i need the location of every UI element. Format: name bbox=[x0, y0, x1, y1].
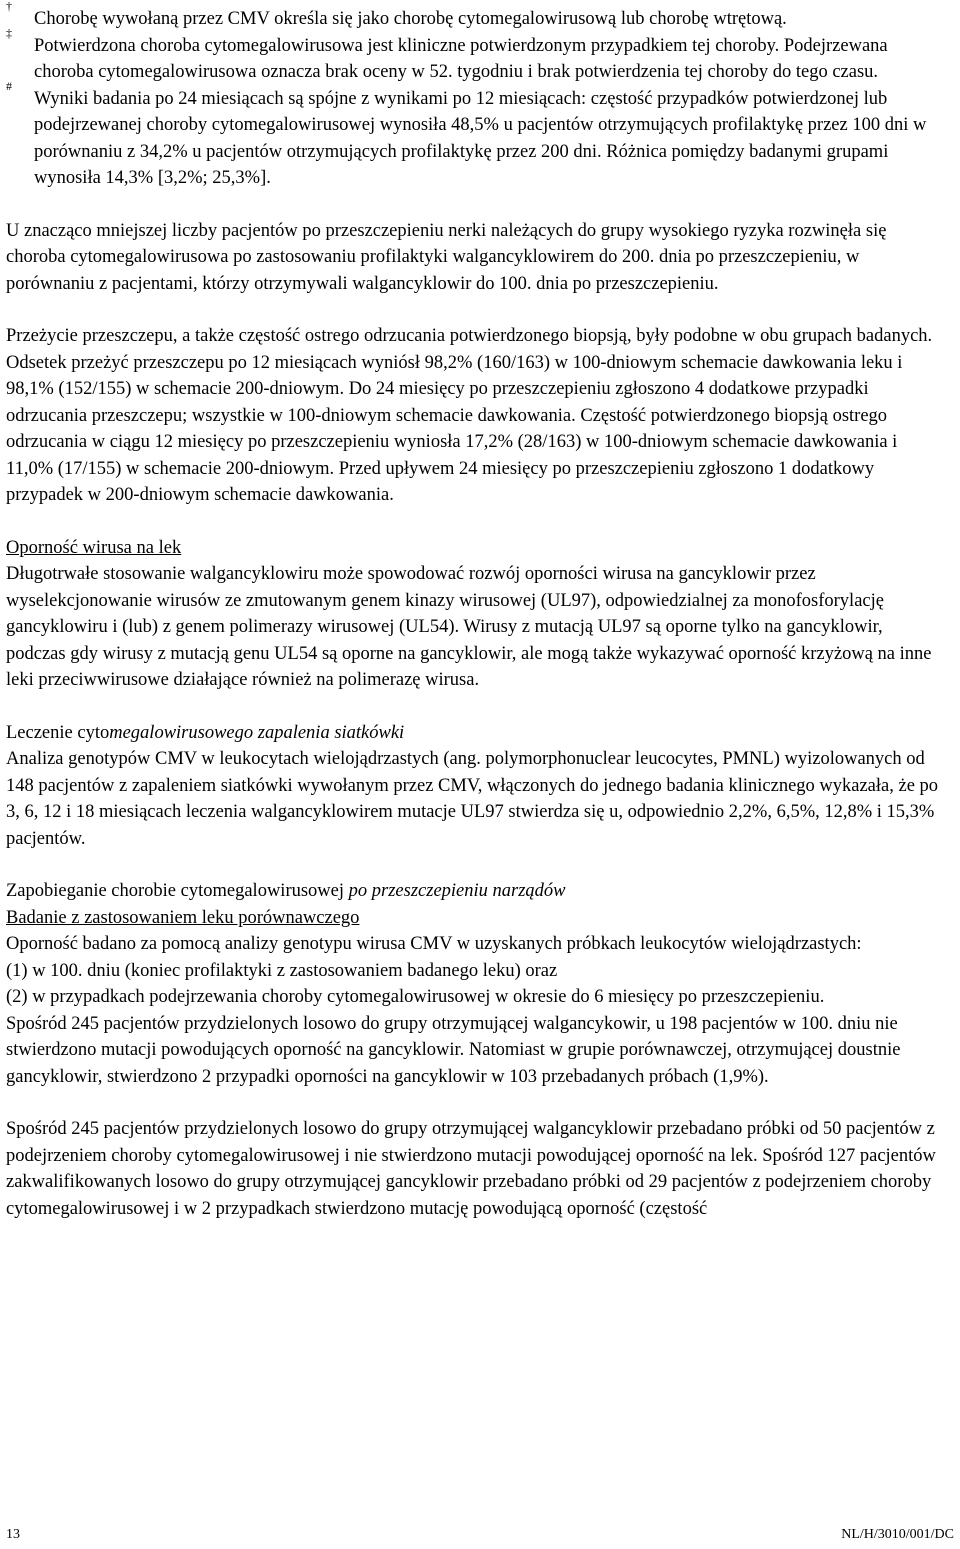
footnote-dagger bbox=[6, 0, 946, 33]
paragraph-line: (2) w przypadkach podejrzewania choroby cytomegalowirusowej w okresie do 6 miesięcy po przeszczepieniu. bbox=[6, 987, 825, 1007]
document-page bbox=[6, 0, 946, 1222]
subheading-comparator-study: Badanie z zastosowaniem leku porównawczego bbox=[6, 907, 360, 928]
section-heading-prevention: Zapobieganie chorobie cytomegalowirusowej po przeszczepieniu narządów bbox=[6, 881, 566, 901]
footnote-text: Chorobę wywołaną przez CMV określa się jako chorobę cytomegalowirusową lub chorobę wtrętową. bbox=[34, 9, 787, 29]
footnote-text: Potwierdzona choroba cytomegalowirusowa jest kliniczne potwierdzonym przypadkiem tej choroby. Podejrzewana choroba cytomegalowirusowa oznacza brak oceny w 52. tygodniu i brak potwierdzenia tej choroby do tego czasu. bbox=[34, 35, 888, 82]
footnote-hash bbox=[6, 78, 946, 192]
section-heading-resistance: Oporność wirusa na lek bbox=[6, 537, 182, 558]
section-heading-retinitis: Leczenie cytomegalowirusowego zapalenia siatkówki bbox=[6, 722, 405, 743]
paragraph-graft-survival: Przeżycie przeszczepu, a także częstość ostrego odrzucania potwierdzonego biopsją, były podobne w obu grupach badanych. Odsetek przeżyć przeszczepu po 12 miesiącach wyniósł 98,2% (160/163) w 100-dniowym schemacie dawkowania leku i 98,1% (152/155) w schemacie 200-dniowym. Do 24 miesięcy po przeszczepieniu zgłoszono 4 dodatkowe przypadki odrzucania przeszczepu; wszystkie w 100-dniowym schemacie dawkowania. Częstość potwierdzonego biopsją ostrego odrzucania w ciągu 12 miesięcy po przeszczepieniu wyniosła 17,2% (28/163) w 100-dniowym schemacie dawkowania i 11,0% (17/155) w schemacie 200-dniowym. Przed upływem 24 miesięcy po przeszczepieniu zgłoszono 1 dodatkowy przypadek w 200-dniowym schemacie dawkowania. bbox=[6, 326, 933, 505]
footnote-mark: # bbox=[6, 78, 12, 93]
paragraph-line: Spośród 245 pacjentów przydzielonych losowo do grupy otrzymującej walgancykowir, u 198 pacjentów w 100. dniu nie stwierdzono mutacji powodujących oporność na gancyklowir. Natomiast w grupie porównawczej, otrzymującej doustnie gancyklowir, stwierdzono 2 przypadki oporności na gancyklowir w 103 przebadanych próbach (1,9%). bbox=[6, 1013, 901, 1087]
paragraph-resistance: Długotrwałe stosowanie walgancyklowiru może spowodować rozwój oporności wirusa na gancyklowir przez wyselekcjonowanie wirusów ze zmutowanym genem kinazy wirusowej (UL97), odpowiedzialnej za monofosforylację gancyklowiru i (lub) z genem polimerazy wirusowej (UL54). Wirusy z mutacją UL97 są oporne tylko na gancyklowir, podczas gdy wirusy z mutacją genu UL54 są oporne na gancyklowir, ale mogą także wykazywać oporność krzyżową na inne leki przeciwwirusowe działające również na polimerazę wirusa. bbox=[6, 564, 932, 690]
page-number: 13 bbox=[6, 1527, 20, 1542]
paragraph-retinitis: Analiza genotypów CMV w leukocytach wielojądrzastych (ang. polymorphonuclear leucocytes, PMNL) wyizolowanych od 148 pacjentów z zapaleniem siatkówki wywołanym przez CMV, włączonych do jednego badania klinicznego wykazała, że po 3, 6, 12 i 18 miesiącach leczenia walgancyklowirem mutacje UL97 stwierdza się u, odpowiednio 2,2%, 6,5%, 12,8% i 15,3% pacjentów. bbox=[6, 749, 939, 849]
paragraph-kidney-transplant: U znacząco mniejszej liczby pacjentów po przeszczepieniu nerki należących do grupy wysokiego ryzyka rozwinęła się choroba cytomegalowirusowa po zastosowaniu profilaktyki walgancyklowirem do 200. dnia po przeszczepieniu, w porównaniu z pacjentami, którzy otrzymywali walgancyklowir do 100. dnia po przeszczepieniu. bbox=[6, 220, 887, 294]
document-id: NL/H/3010/001/DC bbox=[841, 1527, 954, 1542]
footnote-mark: † bbox=[6, 0, 12, 13]
footnote-text: Wyniki badania po 24 miesiącach są spójne z wynikami po 12 miesiącach: częstość przypadków potwierdzonej lub podejrzewanej choroby cytomegalowirusowej wynosiła 48,5% u pacjentów otrzymujących profilaktykę przez 100 dni w porównaniu z 34,2% u pacjentów otrzymujących profilaktykę przez 200 dni. Różnica pomiędzy badanymi grupami wynosiła 14,3% [3,2%; 25,3%]. bbox=[34, 88, 927, 188]
paragraph-final: Spośród 245 pacjentów przydzielonych losowo do grupy otrzymującej walgancyklowir przebadano próbki od 50 pacjentów z podejrzeniem choroby cytomegalowirusowej i nie stwierdzono mutacji powodującej oporność na lek. Spośród 127 pacjentów zakwalifikowanych losowo do grupy otrzymującej gancyklowir przebadano próbki od 29 pacjentów z podejrzeniem choroby cytomegalowirusowej i w 2 przypadkach stwierdzono mutację powodującą oporność (częstość bbox=[6, 1119, 936, 1219]
paragraph-line: (1) w 100. dniu (koniec profilaktyki z zastosowaniem badanego leku) oraz bbox=[6, 960, 558, 981]
footnote-double-dagger bbox=[6, 25, 946, 86]
paragraph-line: Oporność badano za pomocą analizy genotypu wirusa CMV w uzyskanych próbkach leukocytów wielojądrzastych: bbox=[6, 934, 862, 954]
footnote-mark: ‡ bbox=[6, 25, 12, 40]
